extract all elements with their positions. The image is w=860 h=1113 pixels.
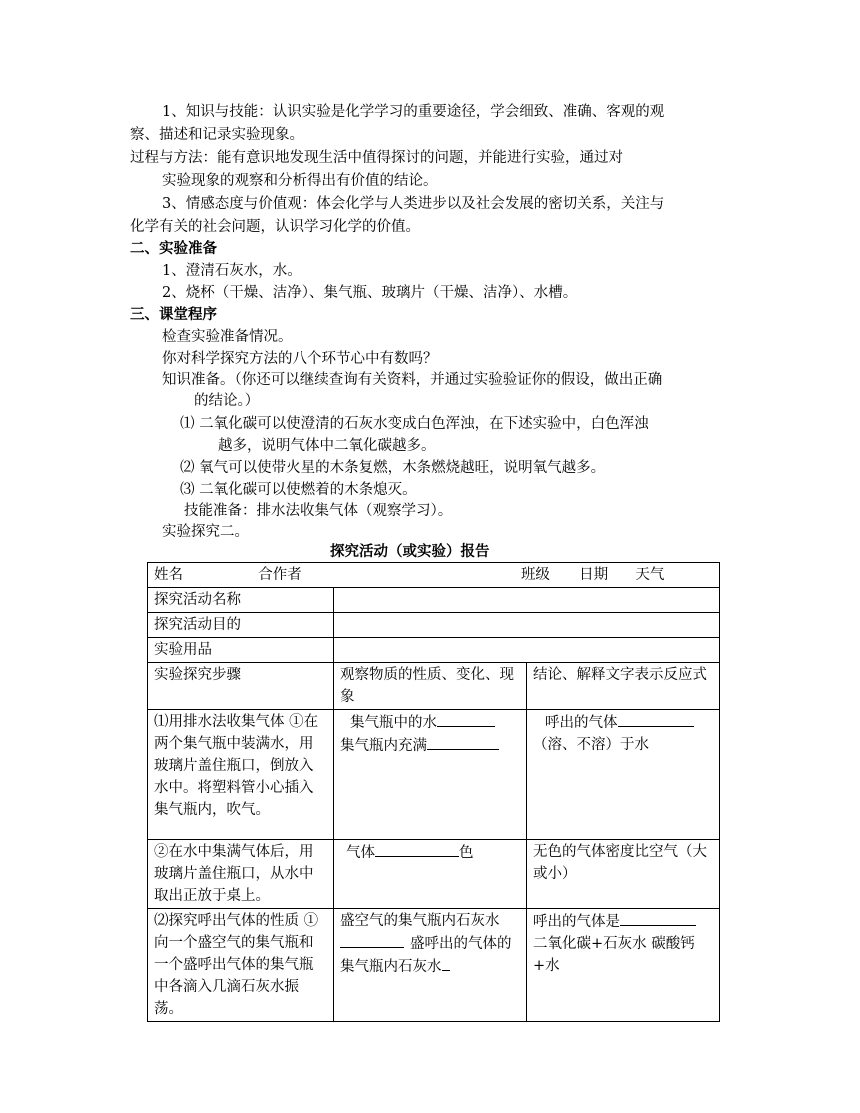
table-row xyxy=(148,613,720,638)
table-row xyxy=(148,588,720,613)
conclusion-2-cell: 无色的气体密度比空气（大或小） xyxy=(527,840,720,909)
date-label: 日期 xyxy=(579,567,609,583)
emotion-values-line1: 3、情感态度与价值观：体会化学与人类进步以及社会发展的密切关系，关注与 xyxy=(162,196,665,212)
section-heading-procedure: 三、课堂程序 xyxy=(130,307,217,323)
observation-3a-text: 盛空气的集气瓶内石灰水 xyxy=(340,913,500,929)
procedure-line-1: 检查实验准备情况。 xyxy=(162,329,293,345)
observation-3-cell xyxy=(334,909,527,1022)
conclusion-1a-text: 呼出的气体 xyxy=(545,715,618,731)
knowledge-point-2: ⑵ 氧气可以使带火星的木条复燃，木条燃烧越旺，说明氧气越多。 xyxy=(180,460,606,476)
weather-label: 天气 xyxy=(635,567,665,583)
process-method-line1: 过程与方法：能有意识地发现生活中值得探讨的问题，并能进行实验，通过对 xyxy=(130,150,623,166)
observation-1a-blank[interactable] xyxy=(437,711,495,727)
observation-1-cell xyxy=(334,710,527,840)
activity-purpose-label: 探究活动目的 xyxy=(148,613,334,638)
conclusion-3-cell xyxy=(527,909,720,1022)
conclusion-1b-text: （溶、不溶）于水 xyxy=(533,737,649,753)
knowledge-skill-line2: 察、描述和记录实验现象。 xyxy=(130,127,304,143)
conclusion-3b-text: 二氧化碳+石灰水 碳酸钙+水 xyxy=(533,936,695,974)
step-3-cell: ⑵探究呼出气体的性质 ①向一个盛空气的集气瓶和一个盛呼出气体的集气瓶中各滴入几滴石灰水振荡。 xyxy=(148,909,334,1022)
column-header-steps: 实验探究步骤 xyxy=(148,663,334,710)
skill-preparation: 技能准备：排水法收集气体（观察学习）。 xyxy=(184,503,453,519)
conclusion-3a-text: 呼出的气体是 xyxy=(533,914,620,930)
name-label: 姓名 xyxy=(154,567,183,583)
preparation-item-1: 1、澄清石灰水，水。 xyxy=(162,263,302,279)
conclusion-3-blank[interactable] xyxy=(620,910,696,926)
knowledge-prep-line-b: 的结论。） xyxy=(194,393,260,409)
column-header-conclusions: 结论、解释文字表示反应式 xyxy=(527,663,720,710)
table-row xyxy=(148,638,720,663)
activity-name-field[interactable] xyxy=(334,588,720,613)
materials-field[interactable] xyxy=(334,638,720,663)
table-row xyxy=(148,563,720,588)
emotion-values-line2: 化学有关的社会问题，认识学习化学的价值。 xyxy=(130,219,420,235)
table-row xyxy=(148,840,720,909)
observation-2-blank[interactable] xyxy=(375,841,459,857)
conclusion-1a-blank[interactable] xyxy=(618,711,694,727)
process-method-line2: 实验现象的观察和分析得出有价值的结论。 xyxy=(162,173,438,189)
procedure-line-2: 你对科学探究方法的八个环节心中有数吗？ xyxy=(162,351,438,367)
activity-purpose-field[interactable] xyxy=(334,613,720,638)
activity-name-label: 探究活动名称 xyxy=(148,588,334,613)
header-info-cell xyxy=(148,563,720,588)
preparation-item-2: 2、烧杯（干燥、洁净）、集气瓶、玻璃片（干燥、洁净）、水槽。 xyxy=(162,285,578,301)
observation-3b-text: 盛呼出的气体的集气瓶内石灰水 xyxy=(340,936,512,975)
observation-3b-blank[interactable] xyxy=(442,955,450,971)
table-row xyxy=(148,710,720,840)
class-label: 班级 xyxy=(520,567,550,583)
knowledge-prep-line-a: 知识准备。（你还可以继续查询有关资料，并通过实验验证你的假设，做出正确 xyxy=(162,372,663,388)
observation-1a-text: 集气瓶中的水 xyxy=(350,715,437,731)
conclusion-1-cell xyxy=(527,710,720,840)
report-title: 探究活动（或实验）报告 xyxy=(330,544,490,560)
observation-1b-blank[interactable] xyxy=(427,734,499,750)
report-table xyxy=(147,562,720,1022)
step-2-cell: ②在水中集满气体后，用玻璃片盖住瓶口，从水中取出正放于桌上。 xyxy=(148,840,334,909)
partner-label: 合作者 xyxy=(258,567,302,583)
experiment-two-label: 实验探究二。 xyxy=(162,524,249,540)
step-1-cell: ⑴用排水法收集气体 ①在两个集气瓶中装满水，用玻璃片盖住瓶口，倒放入水中。将塑料管小心插入集气瓶内，吹气。 xyxy=(148,710,334,840)
observation-2b-text: 色 xyxy=(459,845,474,861)
knowledge-point-3: ⑶ 二氧化碳可以使燃着的木条熄灭。 xyxy=(180,482,417,498)
section-heading-preparation: 二、实验准备 xyxy=(130,241,217,257)
observation-3a-blank[interactable] xyxy=(340,932,404,948)
table-row xyxy=(148,909,720,1022)
table-row xyxy=(148,663,720,710)
observation-1b-text: 集气瓶内充满 xyxy=(340,738,427,754)
observation-2-cell xyxy=(334,840,527,909)
materials-label: 实验用品 xyxy=(148,638,334,663)
knowledge-point-1b: 越多，说明气体中二氧化碳越多。 xyxy=(218,438,436,454)
knowledge-skill-line1: 1、知识与技能：认识实验是化学学习的重要途径，学会细致、准确、客观的观 xyxy=(162,104,665,120)
observation-2a-text: 气体 xyxy=(346,845,375,861)
column-header-observations: 观察物质的性质、变化、现象 xyxy=(334,663,527,710)
knowledge-point-1a: ⑴ 二氧化碳可以使澄清的石灰水变成白色浑浊，在下述实验中，白色浑浊 xyxy=(180,416,649,432)
